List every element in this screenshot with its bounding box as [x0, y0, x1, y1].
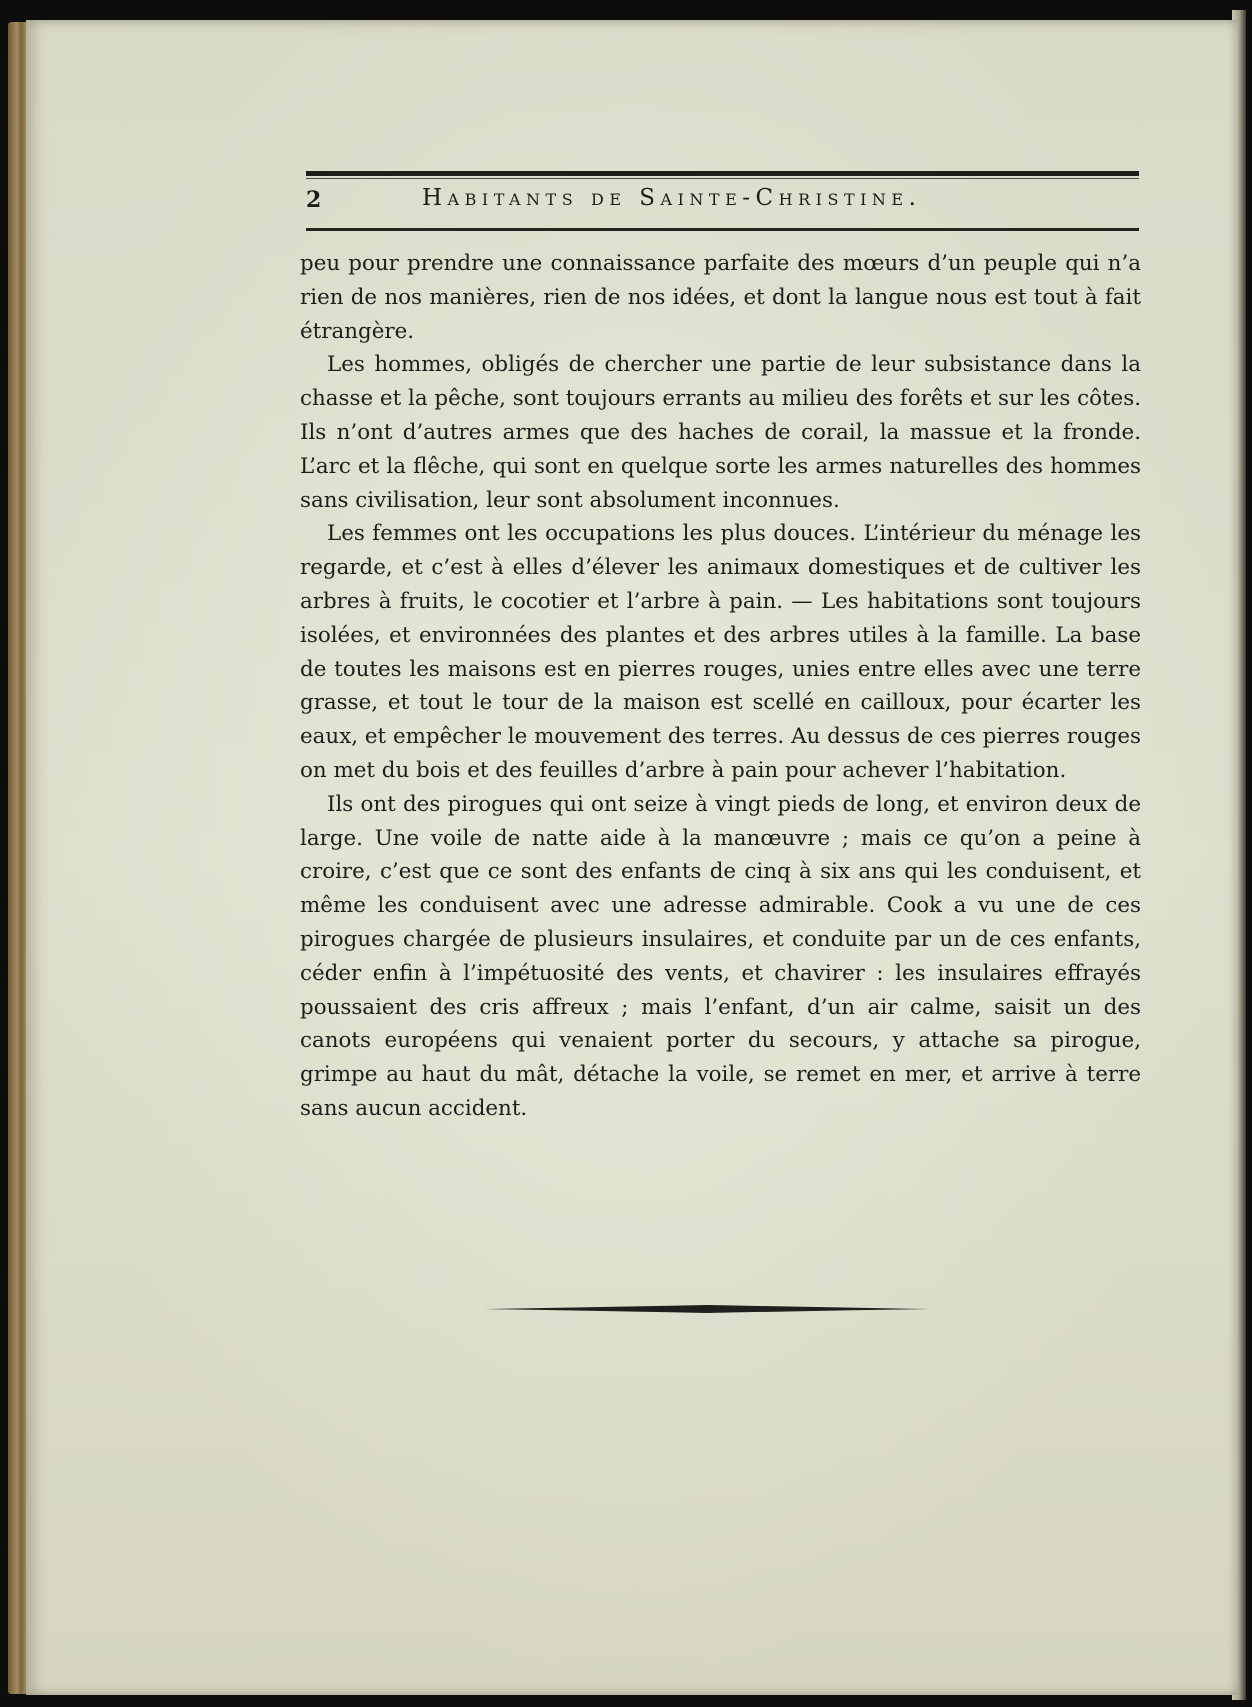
- tailpiece-ornament: [484, 1304, 930, 1314]
- paragraph-women: Les femmes ont les occupations les plus douces. L’intérieur du ménage les regarde, et c’est à elles d’élever les animaux domestiques et de cultiver les arbres à fruits, le cocotier et l’arbre à pain. — Les habitations sont toujours isolées, et environnées des plantes et des arbres utiles à la famille. La base de toutes les maisons est en pierres rouges, unies entre elles avec une terre grasse, et tout le tour de la maison est scellé en cailloux, pour écarter les eaux, et empêcher le mouvement des terres. Au dessus de ces pierres rouges on met du bois et des feuilles d’arbre à pain pour achever l’habitation.: [300, 521, 1141, 783]
- header-rule-top-thin: [306, 178, 1139, 179]
- running-head: [306, 185, 1139, 221]
- paragraph-men: Les hommes, obligés de chercher une partie de leur subsistance dans la chasse et la pêche, sont toujours errants au milieu des forêts et sur les côtes. Ils n’ont d’autres armes que des haches de corail, la massue et la fronde. L’arc et la flêche, qui sont en quelque sorte les armes naturelles des hommes sans civilisation, leur sont absolument inconnues.: [300, 352, 1141, 513]
- page-number: 2: [306, 187, 322, 213]
- header-rule-top: [306, 171, 1139, 176]
- header-rule-bottom: [306, 228, 1139, 231]
- paragraph-canoes: Ils ont des pirogues qui ont seize à vingt pieds de long, et environ deux de large. Une voile de natte aide à la manœuvre ; mais ce qu’on a peine à croire, c’est que ce sont des enfants de cinq à six ans qui les conduisent, et même les conduisent avec une adresse admirable. Cook a vu une de ces pirogues chargée de plusieurs insulaires, et conduite par un de ces enfants, céder enfin à l’impétuosité des vents, et chavirer : les insulaires effrayés poussaient des cris affreux ; mais l’enfant, d’un air calme, saisit un des canots européens qui venaient porter du secours, y attache sa pirogue, grimpe au haut du mât, détache la voile, se remet en mer, et arrive à terre sans aucun accident.: [300, 791, 1141, 1121]
- body-text: [300, 247, 1141, 1126]
- running-head-title: Habitants de Sainte-Christine.: [422, 185, 922, 211]
- paragraph-continuation: peu pour prendre une connaissance parfaite des mœurs d’un peuple qui n’a rien de nos manières, rien de nos idées, et dont la langue nous est tout à fait étrangère.: [300, 251, 1141, 344]
